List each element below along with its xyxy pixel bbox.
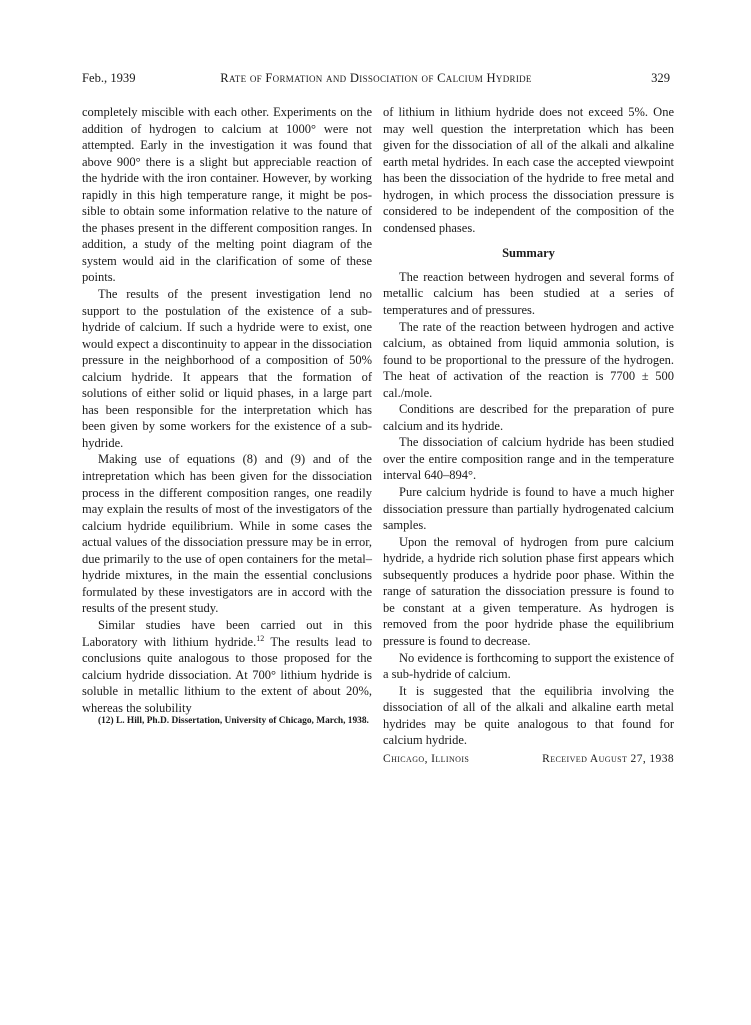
summary-paragraph: Conditions are described for the preparation of pure calcium and its hydride. (383, 402, 674, 433)
issue-date: Feb., 1939 (82, 71, 136, 85)
summary-paragraph: The rate of the reaction between hydrogen and active calcium, as obtained from liquid ammonia solution, is found to be proportional to the pressure of the hydrogen. The heat of activation of the reaction is 7700 ± 500 cal./mole. (383, 319, 674, 400)
dateline (383, 751, 674, 768)
paragraph: of lithium in lithium hydride does not exceed 5%. One may well question the interpretation which has been given for the dissociation of all of the alkali and alkaline earth metal hydrides. In each case the accepted viewpoint has been the dissociation of the hydride to free metal and hydrogen, in which process the dissociation pressure is considered to be independent of the composition of the condensed phases. (383, 105, 674, 235)
location: Chicago, Illinois (383, 752, 470, 765)
summary-heading: Summary (502, 246, 555, 261)
summary-paragraph: No evidence is forthcoming to support the existence of a sub-hydride of calcium. (383, 650, 674, 682)
right-column (383, 104, 674, 767)
summary-paragraph: Pure calcium hydride is found to have a much higher dissociation pressure than partially hydrogenated calcium samples. (383, 485, 674, 533)
left-column (82, 104, 372, 728)
page-number: 329 (651, 71, 670, 85)
paragraph-text: Similar studies have been carried out in this Laboratory with lithium hydride. (82, 617, 372, 649)
running-header (82, 70, 670, 86)
paragraph (82, 617, 372, 716)
summary-paragraph: Upon the removal of hydrogen from pure calcium hydride, a hydride rich solution phase first appears which subsequently produces a hydride poor phase. Within the range of saturation the dissociation pressure is found to be constant at a given temperature. As hydrogen is removed from the poor hydride phase the equilibrium pressure is found to decrease. (383, 534, 674, 648)
summary-paragraph: It is suggested that the equilibria involving the dissociation of all of the alkali and alkaline earth metal hydrides may be quite analogous to that found for calcium hydride. (383, 683, 674, 748)
paragraph: The results of the present investigation lend no support to the postulation of the existence of a sub-hydride of calcium. If such a hydride were to exist, one would expect a discontinuity to appear in the dissociation pressure in the neighborhood of a composition of 50% calcium hydride. It appears that the formation of solutions of either solid or liquid phases, in a large part has been responsible for the interpretation which has been given by some workers for the existence of a subhydride. (82, 287, 372, 450)
summary-paragraph: The reaction between hydrogen and several forms of metallic calcium has been studied at a series of temperatures and of pressures. (383, 269, 674, 318)
paragraph: Making use of equations (8) and (9) and of the intrepretation which has been given for the dissociation process in the different composition ranges, one readily may explain the results of most of the investigators of the calcium hydride equilibrium. While in some cases the actual values of the dissociation pressure may be in error, due primarily to the use of open containers for the metal–hydride mixtures, in the main the essential conclusions formulated by these investigators are in accord with the results of the present study. (82, 452, 372, 616)
footnote-ref: 12 (256, 633, 265, 643)
paragraph-text: The results lead to conclusions quite analogous to those proposed for the calcium hydride dissociation. At 700° lithium hydride is soluble in metallic lithium to the extent of about 20%, whereas the solubility (82, 634, 372, 715)
footnote: (12) L. Hill, Ph.D. Dissertation, University of Chicago, March, 1938. (98, 716, 369, 727)
received-date: Received August 27, 1938 (542, 752, 674, 765)
paragraph: completely miscible with each other. Experiments on the addition of hydrogen to calcium at 1000° were not attempted. Early in the investigation it was found that above 900° there is a slight but appreciable reaction of the hydride with the iron container. However, by working rapidly in this high temperature range, it might be possible to obtain some information relative to the nature of the phases present in the different composition ranges. In addition, a study of the melting point diagram of the system would aid in the clarification of some of these points. (82, 105, 372, 285)
summary-paragraph: The dissociation of calcium hydride has been studied over the entire composition range and in the temperature interval 640–894°. (383, 435, 674, 483)
running-title: Rate of Formation and Dissociation of Calcium Hydride (220, 71, 532, 85)
